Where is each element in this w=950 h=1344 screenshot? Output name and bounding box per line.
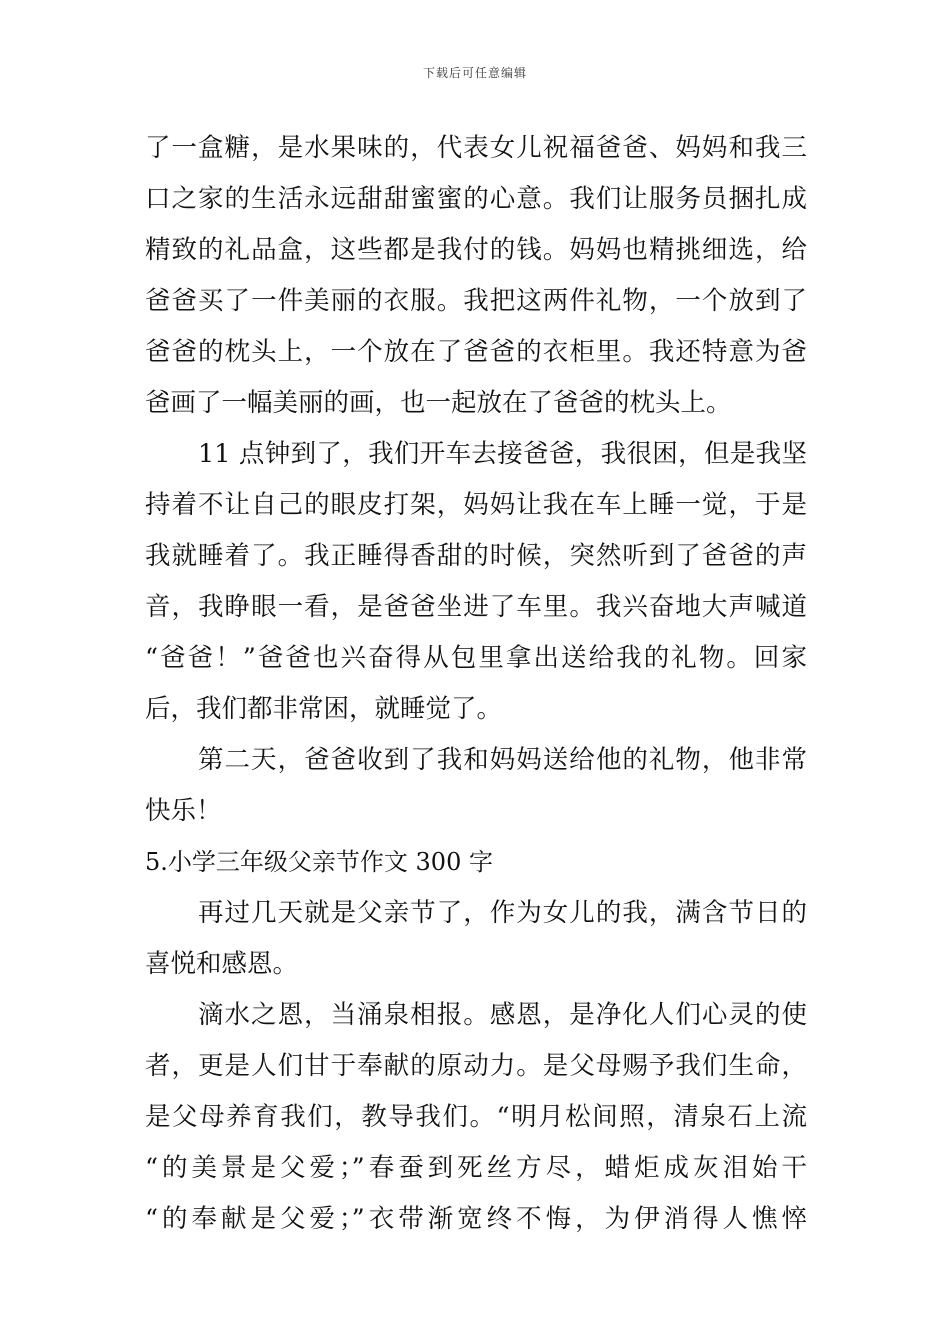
paragraph-first-line: 11 点钟到了，我们开车去接爸爸，我很困，但是我坚 xyxy=(198,439,807,469)
paragraph-first-line: 再过几天就是父亲节了，作为女儿的我，满含节日的 xyxy=(198,898,807,928)
text-line: “的美景是父爱；”春蚕到死丝方尽，蜡炬成灰泪始干 xyxy=(145,1153,807,1183)
document-body xyxy=(145,128,807,1250)
section-heading: 5.小学三年级父亲节作文 300 字 xyxy=(145,848,493,876)
text-line: 爸画了一幅美丽的画，也一起放在了爸爸的枕头上。 xyxy=(145,388,732,418)
text-line: 后，我们都非常困，就睡觉了。 xyxy=(145,694,503,724)
text-line: “爸爸！”爸爸也兴奋得从包里拿出送给我的礼物。回家 xyxy=(145,643,807,673)
paragraph-first-line: 滴水之恩，当涌泉相报。感恩，是净化人们心灵的使 xyxy=(198,1000,807,1030)
text-line: 音，我睁眼一看，是爸爸坐进了车里。我兴奋地大声喊道 xyxy=(145,592,807,622)
text-line: 喜悦和感恩。 xyxy=(145,949,299,979)
text-line: “的奉献是父爱；”衣带渐宽终不悔，为伊消得人憔悴 xyxy=(145,1204,807,1234)
text-line: 快乐！ xyxy=(145,796,222,826)
text-line: 口之家的生活永远甜甜蜜蜜的心意。我们让服务员捆扎成 xyxy=(145,184,807,214)
text-line: 爸爸的枕头上，一个放在了爸爸的衣柜里。我还特意为爸 xyxy=(145,337,807,367)
text-line: 我就睡着了。我正睡得香甜的时候，突然听到了爸爸的声 xyxy=(145,541,807,571)
text-line: 是父母养育我们，教导我们。“明月松间照，清泉石上流 xyxy=(145,1102,807,1132)
text-line: 了一盒糖，是水果味的，代表女儿祝福爸爸、妈妈和我三 xyxy=(145,133,807,163)
paragraph-first-line: 第二天，爸爸收到了我和妈妈送给他的礼物，他非常 xyxy=(198,745,807,775)
text-line: 持着不让自己的眼皮打架，妈妈让我在车上睡一觉，于是 xyxy=(145,490,807,520)
text-line: 者，更是人们甘于奉献的原动力。是父母赐予我们生命， xyxy=(145,1051,807,1081)
text-line: 爸爸买了一件美丽的衣服。我把这两件礼物，一个放到了 xyxy=(145,286,807,316)
page-header: 下载后可任意编辑 xyxy=(422,66,527,80)
text-line: 精致的礼品盒，这些都是我付的钱。妈妈也精挑细选，给 xyxy=(145,235,807,265)
